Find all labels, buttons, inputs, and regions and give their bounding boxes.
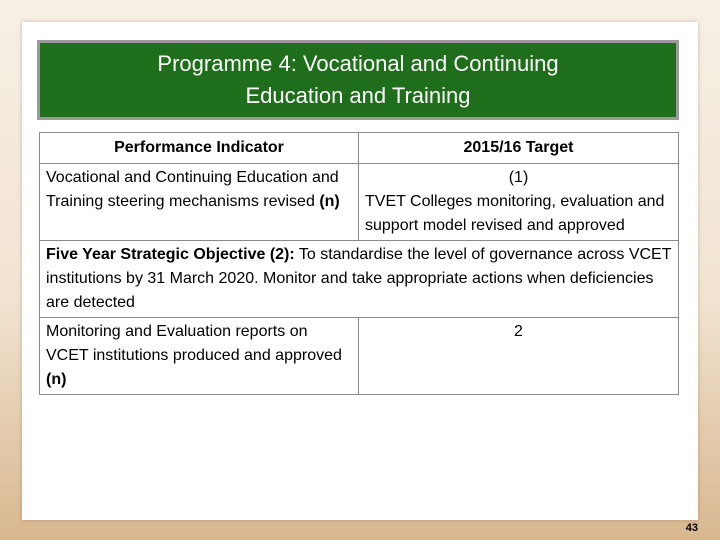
indicator-text: Monitoring and Evaluation reports on VCET institutions produced and approved [46,323,342,364]
title-line-2: Education and Training [245,83,471,108]
objective-label: Five Year Strategic Objective (2): [46,246,295,263]
objective-cell [40,241,679,318]
target-value-cell: 2 [359,318,679,395]
target-number: (1) [508,169,529,186]
header-performance-indicator: Performance Indicator [40,133,359,164]
table-header-row [40,133,679,164]
indicator-cell [40,318,359,395]
target-text: TVET Colleges monitoring, evaluation and support model revised and approved [365,193,665,234]
performance-table [39,132,679,395]
indicator-text: Vocational and Continuing Education and Training steering mechanisms revised [46,169,339,210]
title-banner [37,40,679,120]
target-cell [359,164,679,241]
slide [22,22,698,520]
page-number: 43 [685,522,698,534]
title-line-1: Programme 4: Vocational and Continuing [157,51,559,76]
objective-text: To standardise the level of governance across VCET institutions by 31 March 2020. Monitor and take appropriate actions when deficiencies are detected [46,246,672,311]
table-row [40,318,679,395]
indicator-unit: (n) [319,193,340,210]
table-row [40,164,679,241]
objective-row [40,241,679,318]
indicator-cell [40,164,359,241]
indicator-unit: (n) [46,371,67,388]
header-target: 2015/16 Target [359,133,679,164]
